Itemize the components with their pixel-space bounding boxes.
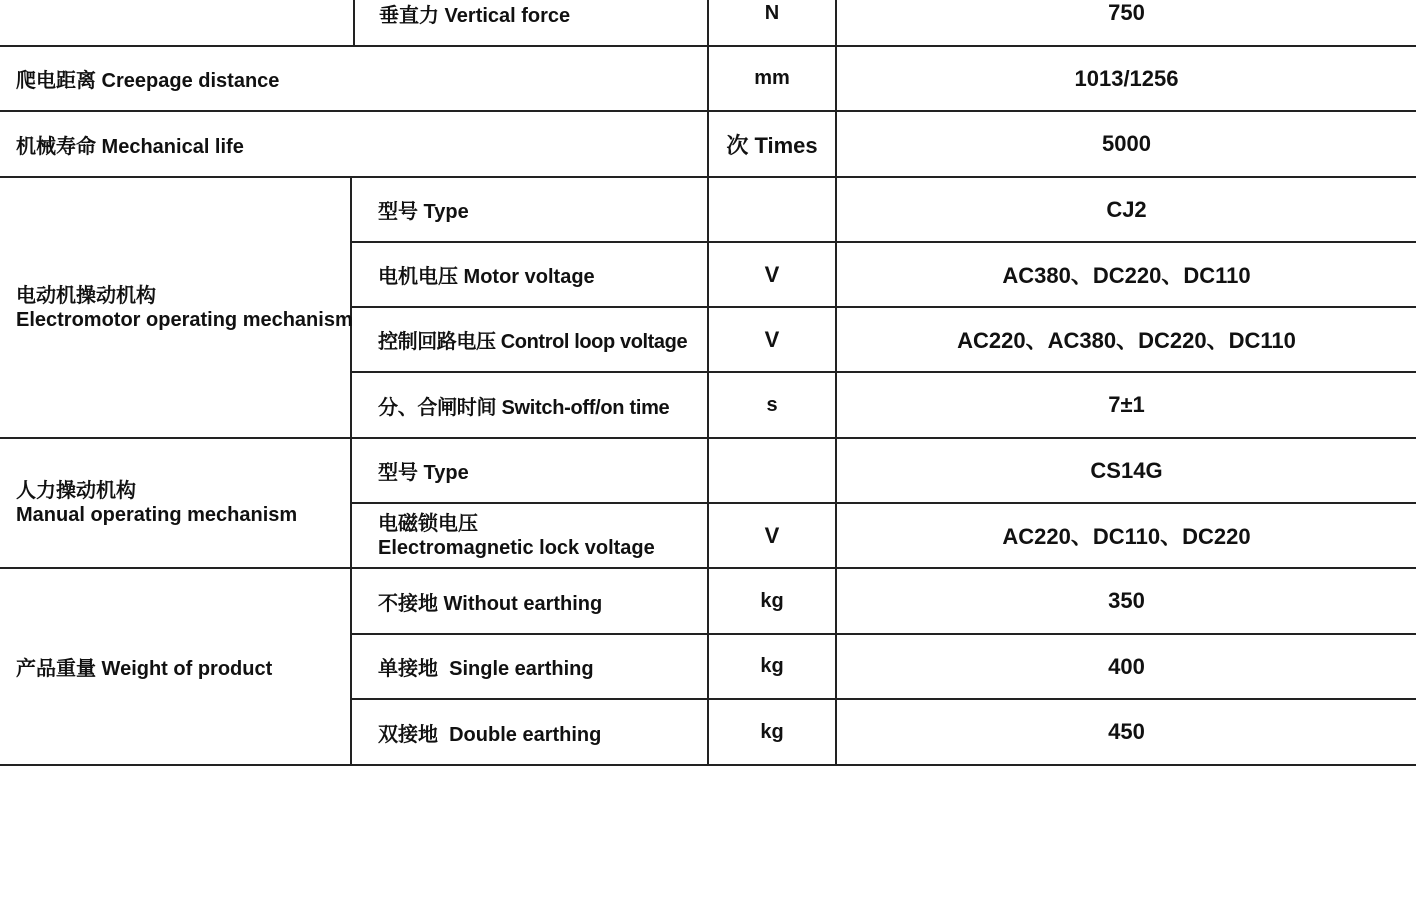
value-vertical-force: 750	[1108, 0, 1145, 25]
value-mechanical-life: 5000	[1102, 131, 1151, 156]
param-electromotor-type: 型号 Type	[378, 201, 469, 223]
unit-switch-time: s	[766, 393, 778, 416]
unit-electromotor-type	[709, 178, 835, 241]
group-label-electromotor-en: Electromotor operating mechanism	[16, 308, 353, 331]
param-vertical-force: 垂直力 Vertical force	[379, 4, 571, 27]
value-without-earthing: 350	[1108, 588, 1145, 613]
unit-mechanical-life: 次 Times	[726, 132, 818, 158]
param-switch-time: 分、合闸时间 Switch-off/on time	[378, 396, 670, 419]
param-electromagnetic-lock-voltage-cn: 电磁锁电压	[378, 512, 478, 535]
param-creepage-distance: 爬电距离 Creepage distance	[16, 70, 280, 92]
unit-single-earthing: kg	[760, 655, 784, 677]
unit-control-loop-voltage: V	[764, 326, 780, 352]
unit-double-earthing: kg	[760, 720, 784, 743]
group-label-electromotor-cn: 电动机操动机构	[16, 284, 156, 307]
value-creepage-distance: 1013/1256	[1074, 65, 1179, 91]
group-label-weight: 产品重量 Weight of product	[16, 658, 273, 680]
value-control-loop-voltage: AC220、AC380、DC220、DC110	[957, 328, 1296, 353]
param-without-earthing: 不接地 Without earthing	[378, 592, 603, 615]
unit-motor-voltage: V	[764, 261, 780, 287]
param-double-earthing: 双接地 Double earthing	[378, 723, 602, 746]
value-manual-type: CS14G	[1090, 457, 1163, 483]
param-single-earthing: 单接地 Single earthing	[378, 658, 594, 680]
unit-manual-type	[709, 439, 835, 502]
value-switch-time: 7±1	[1108, 392, 1145, 417]
value-motor-voltage: AC380、DC220、DC110	[1002, 263, 1251, 288]
unit-electromagnetic-lock-voltage: V	[764, 522, 780, 548]
value-electromotor-type: CJ2	[1106, 196, 1147, 222]
param-motor-voltage: 电机电压 Motor voltage	[378, 266, 595, 288]
param-electromagnetic-lock-voltage-en: Electromagnetic lock voltage	[378, 536, 655, 559]
value-single-earthing: 400	[1108, 653, 1145, 679]
param-control-loop-voltage: 控制回路电压 Control loop voltage	[378, 331, 688, 353]
unit-creepage-distance: mm	[754, 67, 790, 89]
unit-without-earthing: kg	[760, 589, 784, 612]
value-electromagnetic-lock-voltage: AC220、DC110、DC220	[1002, 524, 1251, 549]
group-label-manual-en: Manual operating mechanism	[16, 504, 298, 526]
param-manual-type: 型号 Type	[378, 462, 469, 484]
group-label-manual-cn: 人力操动机构	[16, 480, 136, 502]
unit-vertical-force: N	[764, 1, 780, 24]
group-label-electromotor	[0, 178, 353, 437]
group-label-manual	[0, 439, 350, 567]
value-double-earthing: 450	[1108, 719, 1145, 744]
param-mechanical-life: 机械寿命 Mechanical life	[16, 135, 244, 158]
param-electromagnetic-lock-voltage	[352, 504, 707, 567]
